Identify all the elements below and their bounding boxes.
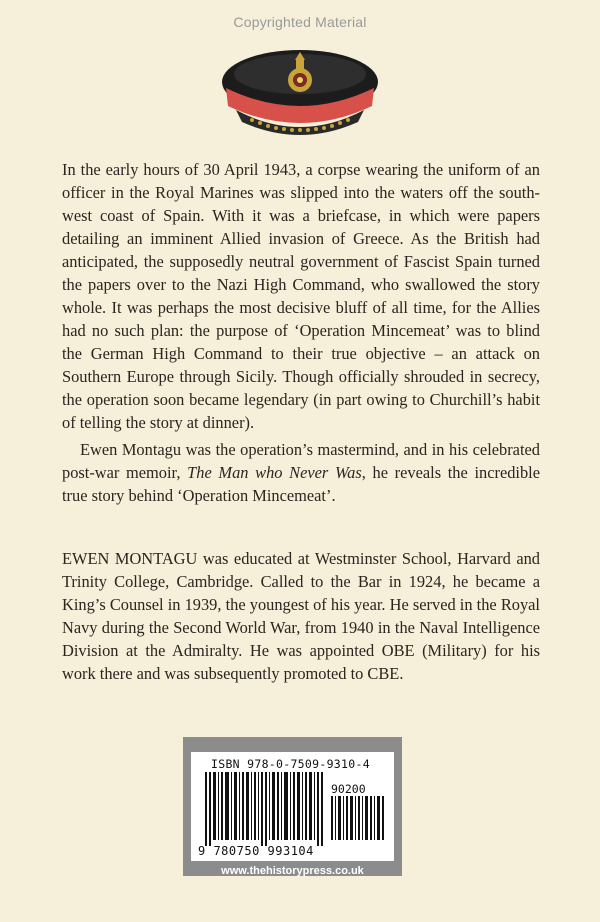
copyright-watermark: Copyrighted Material xyxy=(233,14,367,30)
blurb-p2-text-end: , he reveals the incredible true story behind ‘Operation Mincemeat’. xyxy=(62,463,540,505)
book-title: The Man who Never Was xyxy=(187,463,362,482)
price-code: 90200 xyxy=(331,782,366,796)
publisher-website: www.thehistorypress.co.uk xyxy=(221,865,364,877)
blurb-paragraph-2 xyxy=(62,438,540,507)
isbn-barcode-panel xyxy=(183,737,402,876)
barcode-area xyxy=(191,752,394,861)
addon-barcode xyxy=(331,796,387,840)
naval-cap-image xyxy=(218,44,382,140)
ean-digits: 9 780750 993104 xyxy=(198,844,314,858)
blurb-p2-text: Ewen Montagu was the operation’s mastermind, and in his celebrated post-war memoir, xyxy=(62,440,540,482)
book-blurb xyxy=(62,158,540,507)
ean-barcode xyxy=(205,772,325,846)
isbn-label: ISBN 978-0-7509-9310-4 xyxy=(211,757,370,771)
blurb-paragraph-1: In the early hours of 30 April 1943, a corpse wearing the uniform of an officer in the Royal Marines was slipped into the waters off the south-west coast of Spain. With it was a briefcase, in which were papers detailing an imminent Allied invasion of Greece. As the British had anticipated, the supposedly neutral government of Fascist Spain turned the papers over to the Nazi High Command, who swallowed the story whole. It was perhaps the most decisive bluff of all time, for the Allies had no such plan: the purpose of ‘Operation Mincemeat’ was to blind the German High Command to their true objective – an attack on Southern Europe through Sicily. Though officially shrouded in secrecy, the operation soon became legendary (in part owing to Churchill’s habit of telling the story at dinner). xyxy=(62,160,540,432)
author-bio: EWEN MONTAGU was educated at Westminster School, Harvard and Trinity College, Cambridge. Called to the Bar in 1924, he became a King’s Counsel in 1939, the youngest of his year. He served in the Royal Navy during the Second World War, from 1940 in the Naval Intelligence Division at the Admiralty. He was appointed OBE (Military) for his work there and was subsequently promoted to CBE. xyxy=(62,549,540,683)
